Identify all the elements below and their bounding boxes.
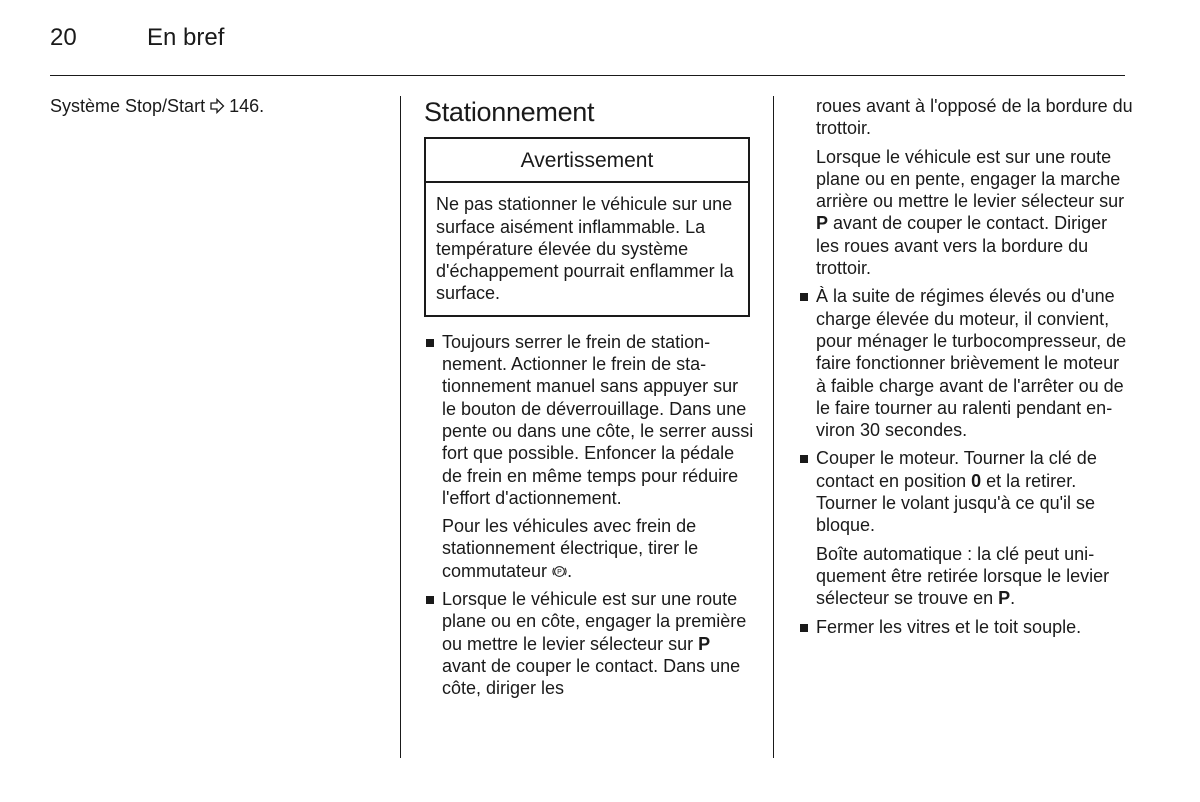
square-bullet-icon — [800, 624, 808, 632]
continuation-text: roues avant à l'opposé de la bordure du trottoir. — [816, 96, 1133, 139]
list-item: Couper le moteur. Tourner la clé de contact en position 0 et la retirer. Tourner le volant jusqu'à ce qu'il se bloque. — [798, 447, 1133, 536]
list-item: À la suite de régimes élevés ou d'une charge élevée du moteur, il convient, pour ménager le turbocompresseur, de faire fonctionner brièvement le moteur à faible charge avant de l'arrêter ou de le faire tourner au ralenti pendant environ 30 secondes. — [798, 285, 1133, 441]
arrow-right-outline-icon — [209, 98, 225, 114]
square-bullet-icon — [800, 455, 808, 463]
xref-page: 146. — [229, 96, 265, 116]
sub-paragraph: Boîte automatique : la clé peut uniquement être retirée lorsque le levier sélecteur se trouve en P. — [816, 543, 1110, 609]
gear-position-p: P — [698, 633, 711, 654]
column-2 — [424, 95, 754, 706]
column-3 — [798, 95, 1133, 644]
warning-title: Avertissement — [426, 139, 748, 183]
sub-paragraph: Pour les véhicules avec frein de stationnement électrique, tirer le commutateur P . — [442, 516, 699, 581]
parking-brake-switch-icon — [552, 564, 567, 579]
cross-reference — [50, 95, 380, 117]
bullet-text: Toujours serrer le frein de stationnement. Actionner le frein de stationnement manuel sans appuyer sur le bouton de déverrouillage. Dans une pente ou dans une côte, le serrer aussi fort que possible. Enfoncer la pédale de frein en même temps pour réduire l'effort d'actionnement. — [442, 331, 754, 508]
main-heading: Stationnement — [424, 97, 595, 127]
column-divider-2 — [773, 96, 774, 758]
svg-text:P: P — [557, 568, 562, 576]
key-position-0: 0 — [971, 470, 982, 491]
square-bullet-icon — [426, 339, 434, 347]
square-bullet-icon — [800, 293, 808, 301]
gear-position-p: P — [998, 588, 1011, 609]
warning-body: Ne pas stationner le véhicule sur une surface aisément inflammable. La température élevée du système d'échappement pourrait enflammer la surface. — [436, 194, 734, 304]
section-title: En bref — [147, 24, 225, 51]
xref-text: Système Stop/Start — [50, 96, 206, 116]
column-divider-1 — [400, 96, 401, 758]
square-bullet-icon — [426, 596, 434, 604]
list-item: Lorsque le véhicule est sur une route plane ou en côte, engager la première ou mettre le levier sélecteur sur P avant de couper le contact. Dans une côte, diriger les — [424, 588, 754, 699]
column-1 — [50, 95, 380, 117]
page-number: 20 — [50, 24, 77, 51]
header-rule — [50, 75, 1125, 76]
list-item — [424, 331, 754, 509]
sub-paragraph: Lorsque le véhicule est sur une route plane ou en pente, engager la marche arrière ou mettre le levier sélecteur sur P avant de couper le contact. Diriger les roues avant vers la bordure du trottoir. — [816, 146, 1125, 279]
warning-box — [424, 137, 750, 317]
gear-position-p: P — [816, 213, 829, 234]
list-item: Fermer les vitres et le toit souple. — [798, 616, 1133, 638]
